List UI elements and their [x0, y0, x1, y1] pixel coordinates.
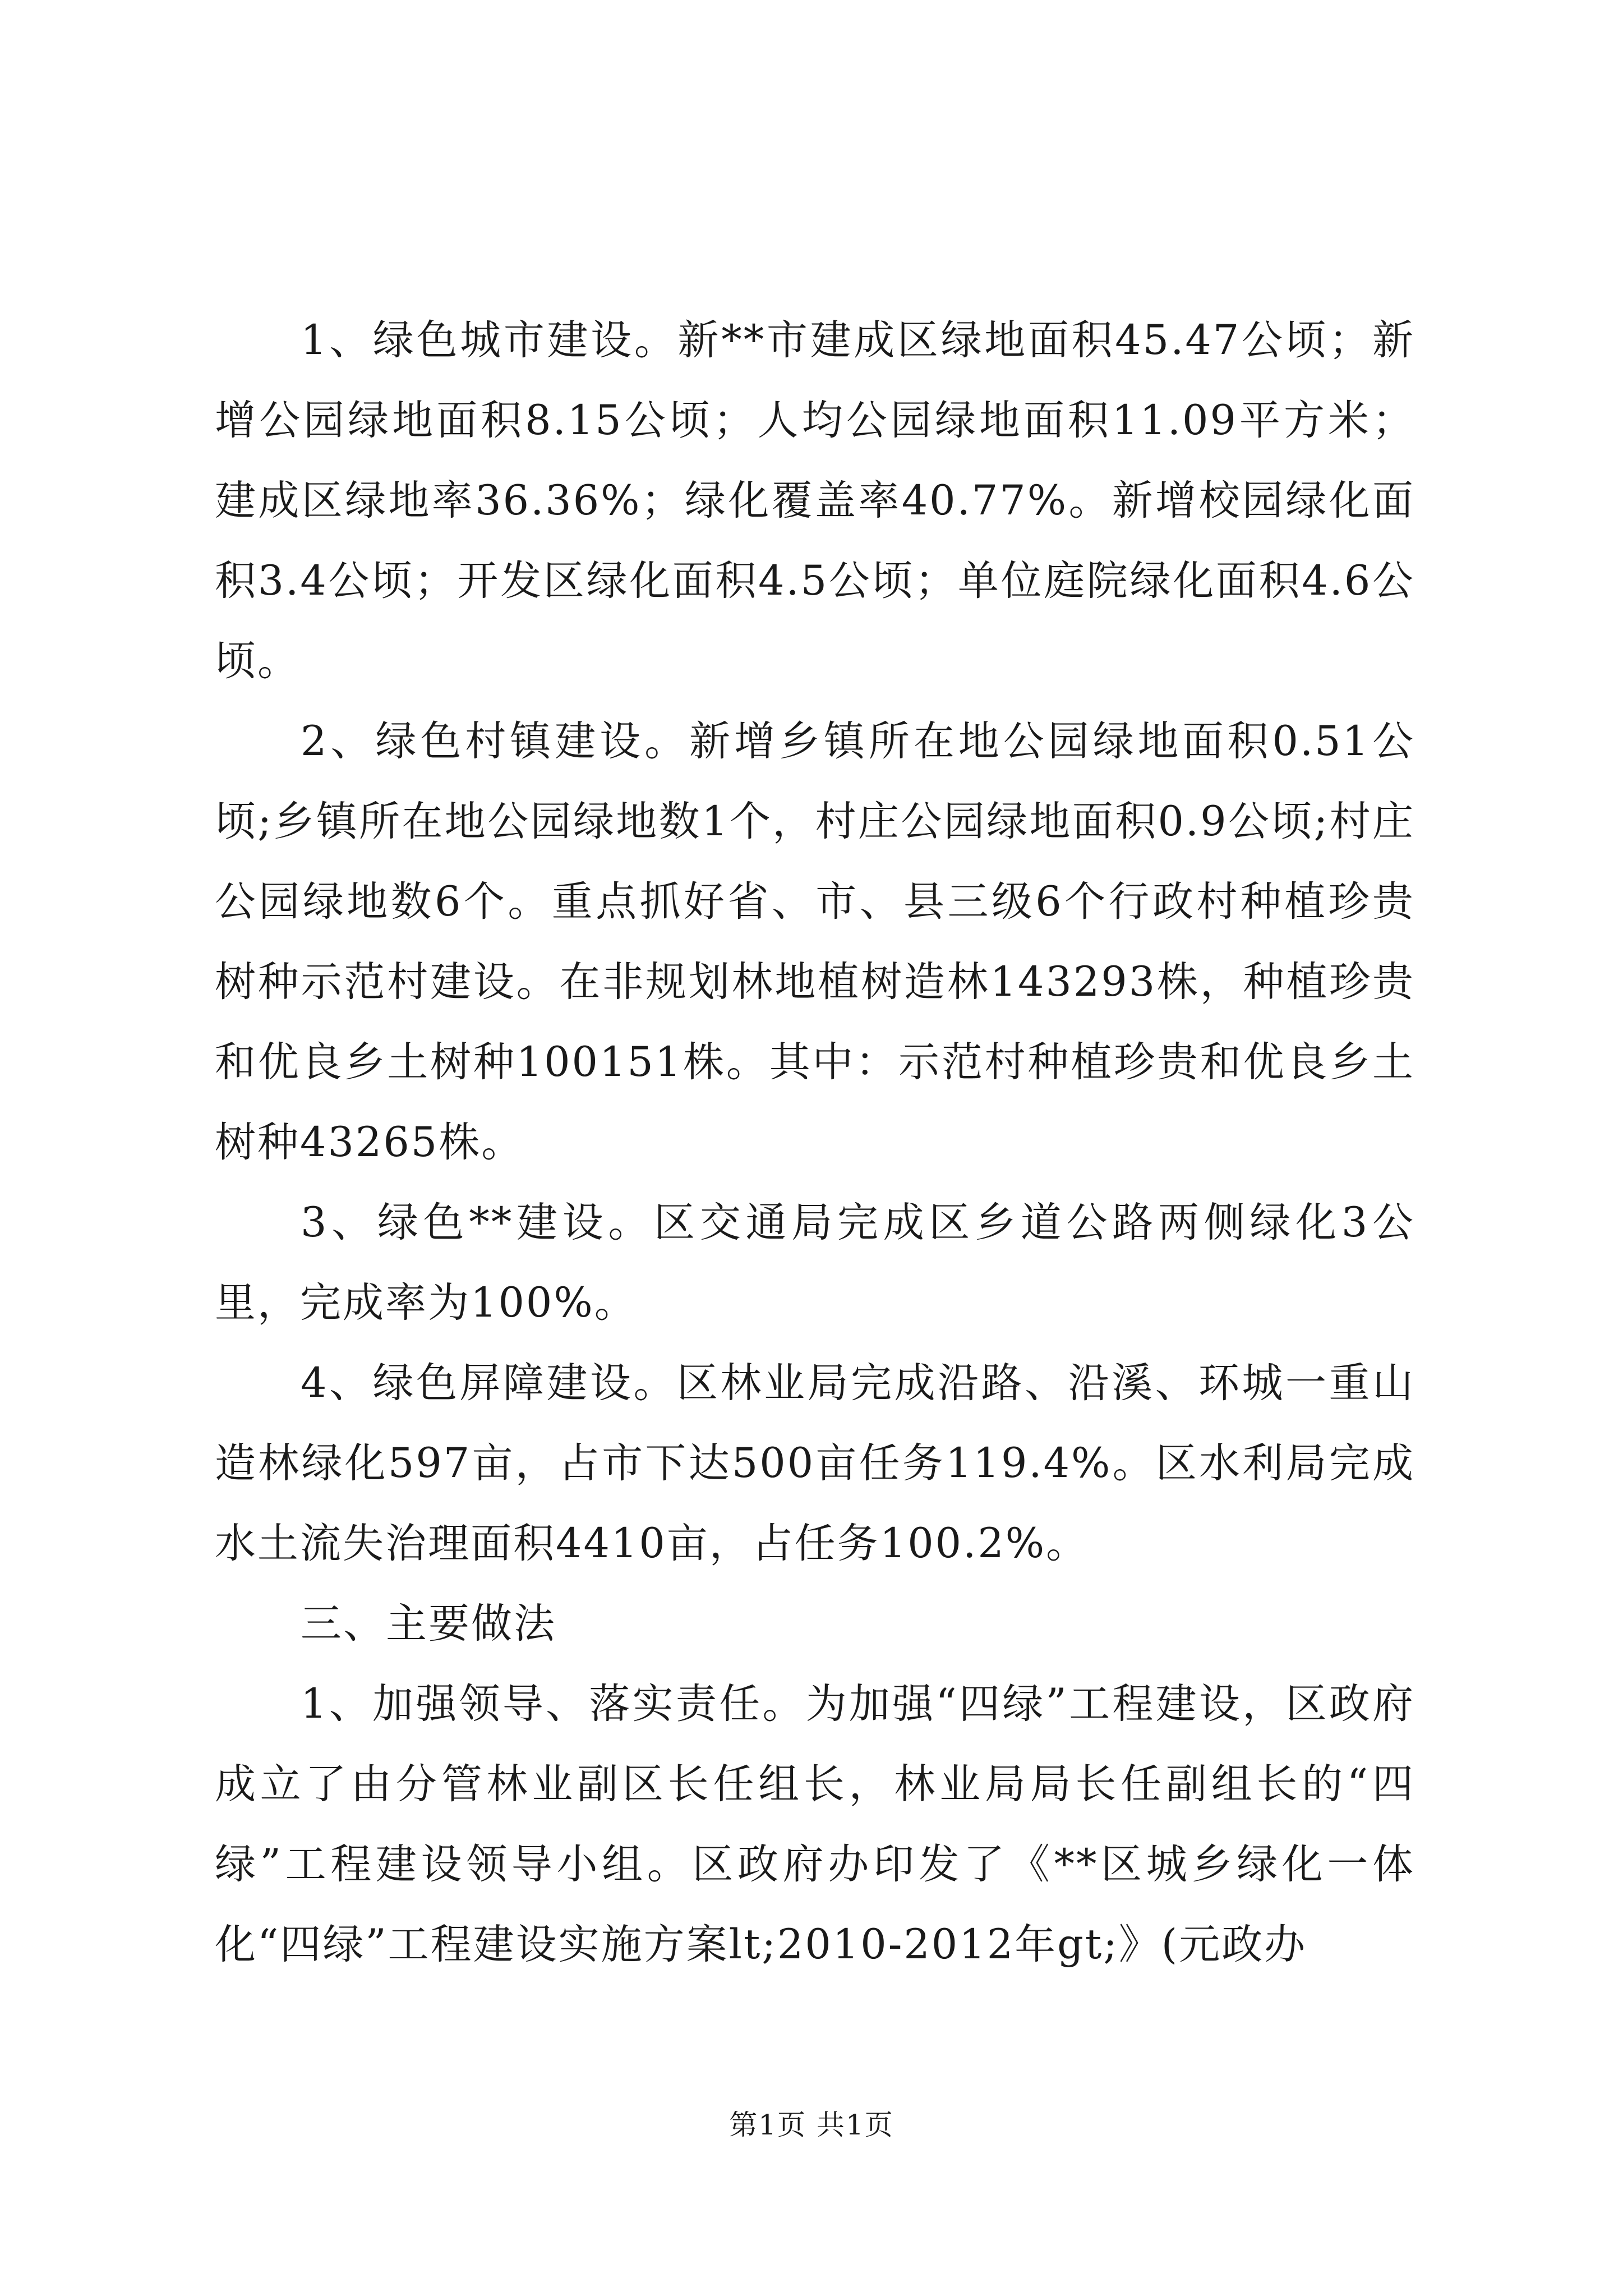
paragraph-green-village: 2、绿色村镇建设。新增乡镇所在地公园绿地面积0.51公顷;乡镇所在地公园绿地数1个，村庄公园绿地面积0.9公顷;村庄公园绿地数6个。重点抓好省、市、县三级6个行政村种植珍贵树种示范村建设。在非规划林地植树造林143293株，种植珍贵和优良乡土树种100151株。其中：示范村种植珍贵和优良乡土树种43265株。 [215, 717, 1415, 1166]
paragraph-green-barrier: 4、绿色屏障建设。区林业局完成沿路、沿溪、环城一重山造林绿化597亩，占市下达500亩任务119.4%。区水利局完成水土流失治理面积4410亩，占任务100.2%。 [215, 1359, 1415, 1567]
page-footer: 第1页 共1页 [729, 2109, 894, 2141]
paragraph-leadership: 1、加强领导、落实责任。为加强“四绿”工程建设，区政府成立了由分管林业副区长任组长，林业局局长任副组长的“四绿”工程建设领导小组。区政府办印发了《**区城乡绿化一体化“四绿”工程建设实施方案lt;2010-2012年gt;》(元政办 [215, 1680, 1415, 1968]
paragraph-green-city: 1、绿色城市建设。新**市建成区绿地面积45.47公顷；新增公园绿地面积8.15公顷；人均公园绿地面积11.09平方米；建成区绿地率36.36%；绿化覆盖率40.77%。新增校园绿化面积3.4公顷；开发区绿化面积4.5公顷；单位庭院绿化面积4.6公顷。 [215, 316, 1415, 685]
section-heading-main-practices: 三、主要做法 [301, 1600, 556, 1648]
document-body [215, 300, 1415, 1985]
paragraph-green-road: 3、绿色**建设。区交通局完成区乡道公路两侧绿化3公里，完成率为100%。 [215, 1199, 1415, 1327]
